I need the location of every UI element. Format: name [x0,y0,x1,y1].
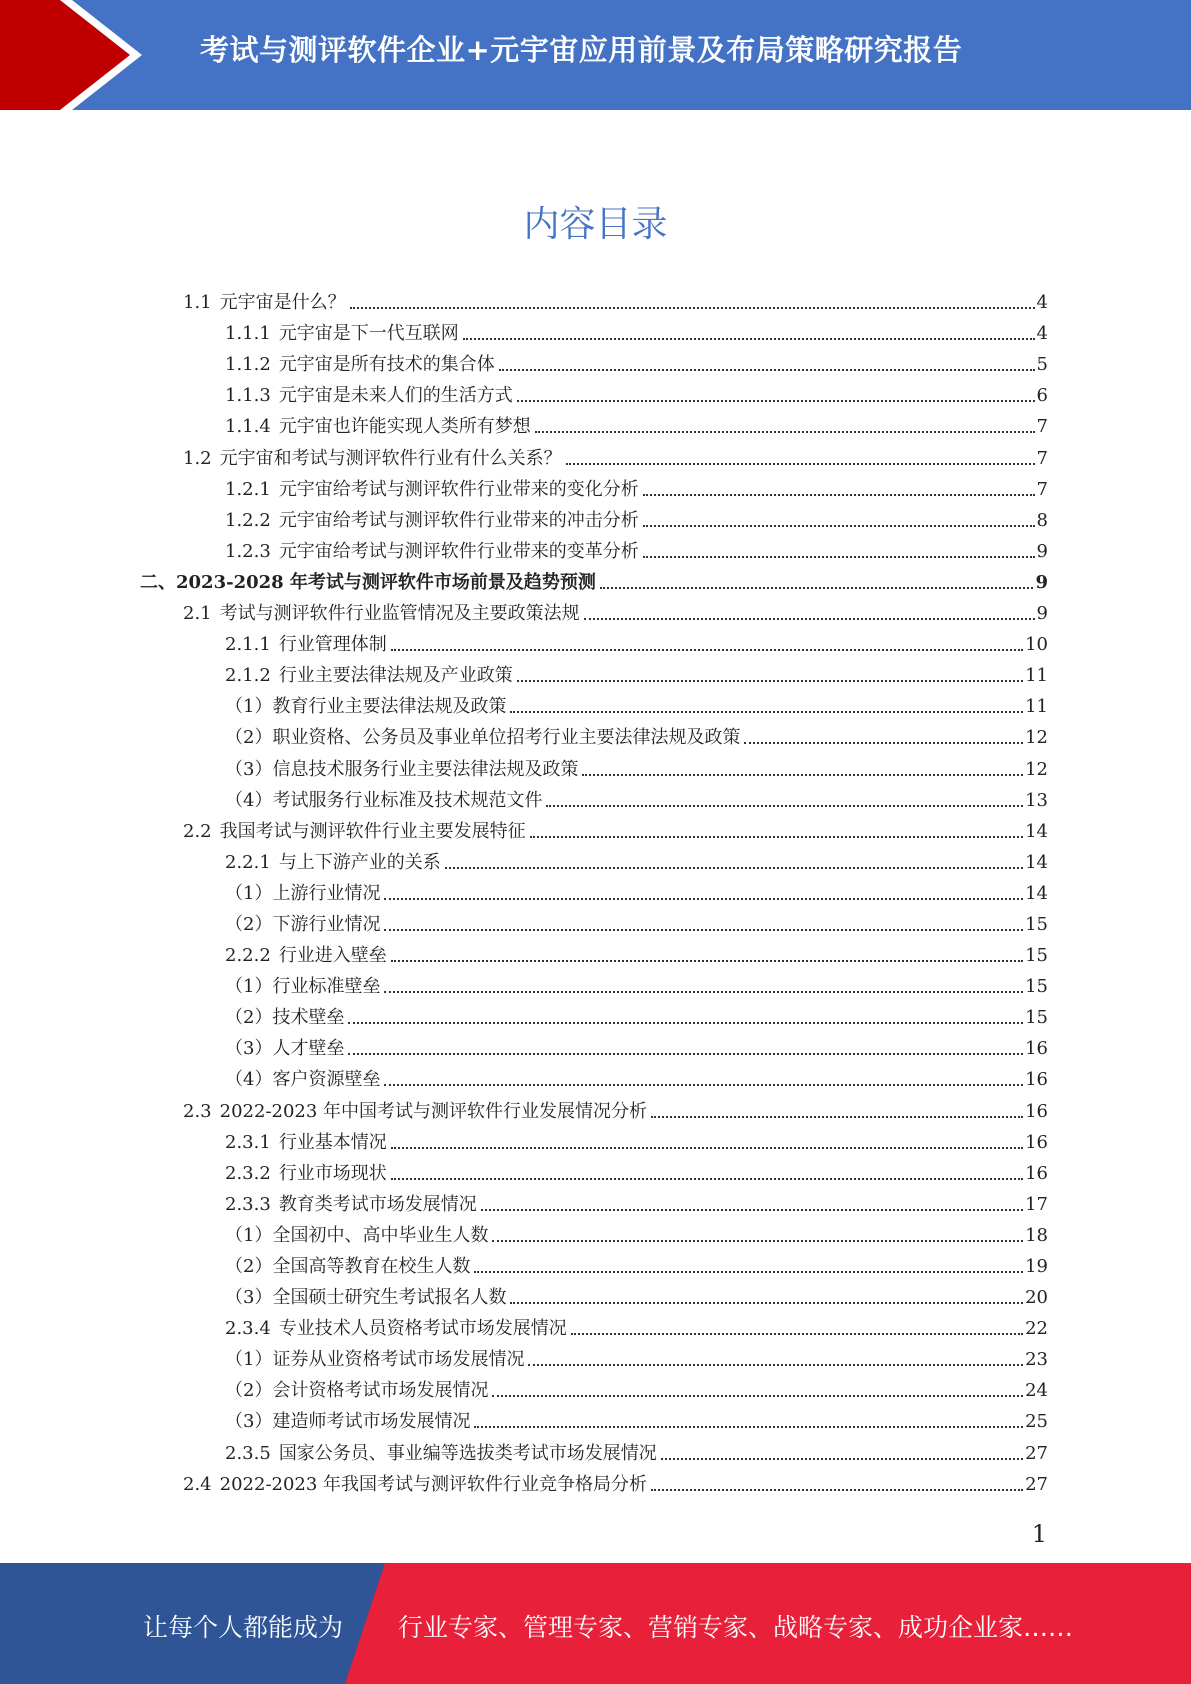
toc-entry[interactable] [0,1091,1191,1122]
toc-entry[interactable] [0,843,1191,874]
toc-entry[interactable] [0,563,1191,594]
toc-entry-page: 10 [1025,634,1048,656]
toc-dot-leader [391,1178,1023,1180]
toc-entry-number: 1.1.1 [225,323,271,345]
toc-entry-number: （1） [225,976,273,998]
toc-entry-page: 7 [1036,416,1048,438]
toc-dot-leader [744,742,1023,744]
toc-entry-number: （4） [225,789,273,811]
toc-entry-page: 15 [1025,945,1048,967]
toc-entry-number: （4） [225,1069,273,1091]
toc-entry[interactable] [0,656,1191,687]
toc-entry-number: 2.1 [183,603,212,625]
toc-entry-title: 全国硕士研究生考试报名人数 [272,1287,507,1309]
toc-dot-leader [651,1116,1023,1118]
toc-dot-leader [391,649,1023,651]
toc-entry[interactable] [0,1123,1191,1154]
toc-entry[interactable] [0,625,1191,656]
toc-dot-leader [584,618,1035,620]
toc-entry[interactable] [0,532,1191,563]
toc-entry-page: 24 [1025,1380,1048,1402]
toc-dot-leader [528,1364,1023,1366]
toc-entry-number: 2.3.2 [225,1162,271,1184]
page-number: 1 [1031,1520,1047,1548]
toc-entry-title: 教育行业主要法律法规及政策 [272,696,507,718]
toc-entry[interactable] [0,1278,1191,1309]
toc-entry[interactable] [0,998,1191,1029]
toc-entry-page: 4 [1036,323,1048,345]
header-band [0,0,1191,110]
toc-entry[interactable] [0,470,1191,501]
toc-entry-number: （3） [225,1287,273,1309]
toc-entry-title: 2022-2023 年中国考试与测评软件行业发展情况分析 [219,1100,648,1122]
toc-entry-number: 2.3.5 [225,1442,271,1464]
toc-entry-number: （3） [225,1411,273,1433]
toc-dot-leader [384,991,1023,993]
toc-entry-page: 5 [1036,354,1048,376]
toc-entry-title: 职业资格、公务员及事业单位招考行业主要法律法规及政策 [272,727,741,749]
toc-dot-leader [571,1333,1023,1335]
red-chevron-icon [0,0,150,110]
toc-entry-number: （2） [225,727,273,749]
toc-entry[interactable] [0,1402,1191,1433]
toc-entry[interactable] [0,1154,1191,1185]
footer-slogan-right: 行业专家、管理专家、营销专家、战略专家、成功企业家…… [398,1613,1074,1642]
toc-entry[interactable] [0,1371,1191,1402]
toc-dot-leader [492,1240,1023,1242]
toc-dot-leader [350,307,1035,309]
toc-dot-leader [481,1209,1023,1211]
toc-entry-title: 信息技术服务行业主要法律法规及政策 [272,758,579,780]
toc-dot-leader [445,867,1023,869]
toc-entry[interactable] [0,812,1191,843]
toc-dot-leader [499,369,1035,371]
toc-entry-title: 元宇宙是所有技术的集合体 [278,354,495,376]
toc-entry-number: 1.1.4 [225,416,271,438]
toc-entry-title: 元宇宙给考试与测评软件行业带来的变化分析 [278,478,639,500]
toc-dot-leader [391,960,1023,962]
toc-dot-leader [643,525,1035,527]
toc-entry-number: 1.2 [183,447,212,469]
toc-dot-leader [517,400,1035,402]
toc-entry-title: 行业主要法律法规及产业政策 [278,665,513,687]
toc-entry-number: （1） [225,696,273,718]
toc-entry-title: 行业市场现状 [278,1162,387,1184]
toc-entry[interactable] [0,1029,1191,1060]
toc-entry-title: 行业进入壁垒 [278,945,387,967]
toc-entry-number: 1.1 [183,292,212,314]
toc-entry[interactable] [0,1216,1191,1247]
toc-entry[interactable] [0,501,1191,532]
toc-entry-number: 1.2.2 [225,509,271,531]
toc-entry-number: （2） [225,1007,273,1029]
toc-entry[interactable] [0,874,1191,905]
toc-entry-number: 2.3.3 [225,1193,271,1215]
toc-dot-leader [463,338,1035,340]
toc-entry-page: 16 [1025,1131,1048,1153]
toc-entry-title: 行业管理体制 [278,634,387,656]
toc-entry-page: 20 [1025,1287,1048,1309]
toc-dot-leader [384,898,1023,900]
toc-dot-leader [348,1022,1023,1024]
toc-entry-page: 23 [1025,1349,1048,1371]
toc-dot-leader [651,1489,1023,1491]
toc-entry-number: （1） [225,1224,273,1246]
toc-entry-page: 16 [1025,1162,1048,1184]
toc-entry[interactable] [0,438,1191,469]
toc-entry-page: 15 [1025,976,1048,998]
toc-entry-title: 全国高等教育在校生人数 [272,1256,471,1277]
toc-entry-title: 我国考试与测评软件行业主要发展特征 [219,820,526,842]
toc-entry-title: 与上下游产业的关系 [278,851,441,873]
toc-entry-title: 行业基本情况 [278,1131,387,1153]
toc-entry-number: 1.1.3 [225,385,271,407]
toc-entry-page: 8 [1036,509,1048,531]
toc-dot-leader [517,680,1023,682]
toc-entry-number: （2） [225,1256,273,1277]
toc-entry-title: 下游行业情况 [272,913,381,935]
toc-entry-title: 行业标准壁垒 [272,976,381,998]
toc-entry-page: 17 [1025,1193,1048,1215]
toc-heading: 内容目录 [523,204,668,245]
toc-dot-leader [510,711,1023,713]
toc-dot-leader [535,431,1035,433]
toc-entry-number: 2.2 [183,820,212,842]
toc-entry-title: 2023-2028 年考试与测评软件市场前景及趋势预测 [176,571,596,593]
toc-dot-leader [510,1302,1023,1304]
toc-entry-number: 1.2.1 [225,478,271,500]
report-title: 考试与测评软件企业+元宇宙应用前景及布局策略研究报告 [200,33,963,67]
toc-entry-title: 人才壁垒 [272,1038,345,1060]
toc-entry-number: 1.2.3 [225,540,271,562]
toc-entry[interactable] [0,345,1191,376]
toc-entry-number: 2.2.1 [225,851,271,873]
toc-dot-leader [546,805,1023,807]
toc-entry-title: 教育类考试市场发展情况 [278,1193,477,1215]
toc-entry-title: 客户资源壁垒 [272,1069,381,1091]
toc-entry-title: 建造师考试市场发展情况 [272,1411,471,1433]
toc-entry-title: 考试服务行业标准及技术规范文件 [272,789,543,811]
toc-entry-title: 会计资格考试市场发展情况 [272,1380,489,1402]
toc-entry-page: 7 [1036,447,1048,469]
toc-entry[interactable] [0,1309,1191,1340]
toc-entry[interactable] [0,1060,1191,1091]
toc-entry-page: 19 [1025,1256,1048,1277]
toc-entry-title: 全国初中、高中毕业生人数 [272,1224,489,1246]
toc-entry-number: 2.3.1 [225,1131,271,1153]
toc-entry-page: 25 [1025,1411,1048,1433]
toc-entry-number: 2.1.1 [225,634,271,656]
toc-entry-number: 二、 [140,571,176,593]
toc-entry-title: 上游行业情况 [272,882,381,904]
toc-entry-page: 9 [1036,603,1048,625]
toc-entry-page: 4 [1036,292,1048,314]
toc-entry[interactable] [0,1185,1191,1216]
toc-entry-page: 11 [1025,696,1048,718]
toc-entry-page: 14 [1025,882,1048,904]
toc-dot-leader [474,1271,1023,1273]
toc-entry[interactable] [0,687,1191,718]
toc-entry-page: 16 [1025,1100,1048,1122]
toc-entry-page: 12 [1025,758,1048,780]
toc-dot-leader [566,463,1035,465]
toc-entry[interactable] [0,283,1191,314]
toc-dot-leader [530,836,1023,838]
toc-entry-page: 14 [1025,851,1048,873]
toc-entry-page: 27 [1025,1473,1048,1495]
toc-entry[interactable] [0,905,1191,936]
footer-band [0,1563,1191,1684]
toc-entry-title: 2022-2023 年我国考试与测评软件行业竞争格局分析 [219,1473,648,1495]
toc-entry-page: 11 [1025,665,1048,687]
toc-entry-page: 22 [1025,1318,1048,1340]
toc-entry-title: 考试与测评软件行业监管情况及主要政策法规 [219,603,580,625]
toc-entry-number: 2.4 [183,1473,212,1495]
toc-entry-number: 2.1.2 [225,665,271,687]
toc-dot-leader [582,774,1023,776]
toc-entry[interactable] [0,594,1191,625]
toc-entry-title: 元宇宙也许能实现人类所有梦想 [278,416,531,438]
toc-entry[interactable] [0,1340,1191,1371]
toc-entry-page: 13 [1025,789,1048,811]
toc-dot-leader [661,1458,1023,1460]
toc-entry-title: 元宇宙是什么？ [219,292,346,314]
toc-entry-title: 专业技术人员资格考试市场发展情况 [278,1318,567,1340]
toc-entry[interactable] [0,718,1191,749]
toc-entry-page: 15 [1025,1007,1048,1029]
toc-entry-number: （3） [225,1038,273,1060]
toc-entry[interactable] [0,1465,1191,1496]
toc-entry-page: 7 [1036,478,1048,500]
toc-entry[interactable] [0,1433,1191,1464]
toc-entry-number: 2.2.2 [225,945,271,967]
toc-entry-page: 14 [1025,820,1048,842]
toc-entry[interactable] [0,936,1191,967]
toc-entry-page: 12 [1025,727,1048,749]
toc-dot-leader [600,587,1034,589]
footer-slogan-left: 让每个人都能成为 [143,1613,344,1642]
toc-entry[interactable] [0,1247,1191,1278]
toc-entry-number: （2） [225,1380,273,1402]
toc-entry[interactable] [0,781,1191,812]
toc-entry-title: 技术壁垒 [272,1007,345,1029]
toc-dot-leader [643,556,1035,558]
toc-dot-leader [391,1147,1023,1149]
toc-entry-number: （3） [225,758,273,780]
toc-entry-page: 16 [1025,1069,1048,1091]
toc-entry-title: 证券从业资格考试市场发展情况 [272,1349,525,1371]
toc-entry-number: （1） [225,882,273,904]
toc-entry-title: 元宇宙给考试与测评软件行业带来的冲击分析 [278,509,639,531]
table-of-contents [0,283,1191,1496]
toc-entry[interactable] [0,314,1191,345]
toc-entry-number: 2.3.4 [225,1318,271,1340]
toc-dot-leader [384,1084,1023,1086]
toc-entry[interactable] [0,967,1191,998]
toc-entry[interactable] [0,749,1191,780]
toc-entry-title: 元宇宙和考试与测评软件行业有什么关系？ [219,447,562,469]
toc-entry-page: 16 [1025,1038,1048,1060]
toc-entry-page: 9 [1035,571,1048,593]
toc-entry-number: 2.3 [183,1100,212,1122]
toc-entry-number: 1.1.2 [225,354,271,376]
toc-entry-page: 6 [1036,385,1048,407]
toc-dot-leader [474,1426,1023,1428]
toc-dot-leader [492,1395,1023,1397]
toc-entry-number: （2） [225,913,273,935]
toc-entry-title: 元宇宙给考试与测评软件行业带来的变革分析 [278,540,639,562]
toc-dot-leader [384,929,1023,931]
toc-entry-page: 15 [1025,913,1048,935]
toc-entry-title: 元宇宙是未来人们的生活方式 [278,385,513,407]
toc-entry[interactable] [0,376,1191,407]
toc-entry[interactable] [0,407,1191,438]
toc-dot-leader [643,494,1035,496]
toc-entry-page: 18 [1025,1224,1048,1246]
toc-dot-leader [348,1053,1023,1055]
toc-entry-title: 元宇宙是下一代互联网 [278,323,459,345]
toc-entry-title: 国家公务员、事业编等选拔类考试市场发展情况 [278,1442,657,1464]
toc-entry-page: 9 [1036,540,1048,562]
toc-entry-page: 27 [1025,1442,1048,1464]
toc-entry-number: （1） [225,1349,273,1371]
